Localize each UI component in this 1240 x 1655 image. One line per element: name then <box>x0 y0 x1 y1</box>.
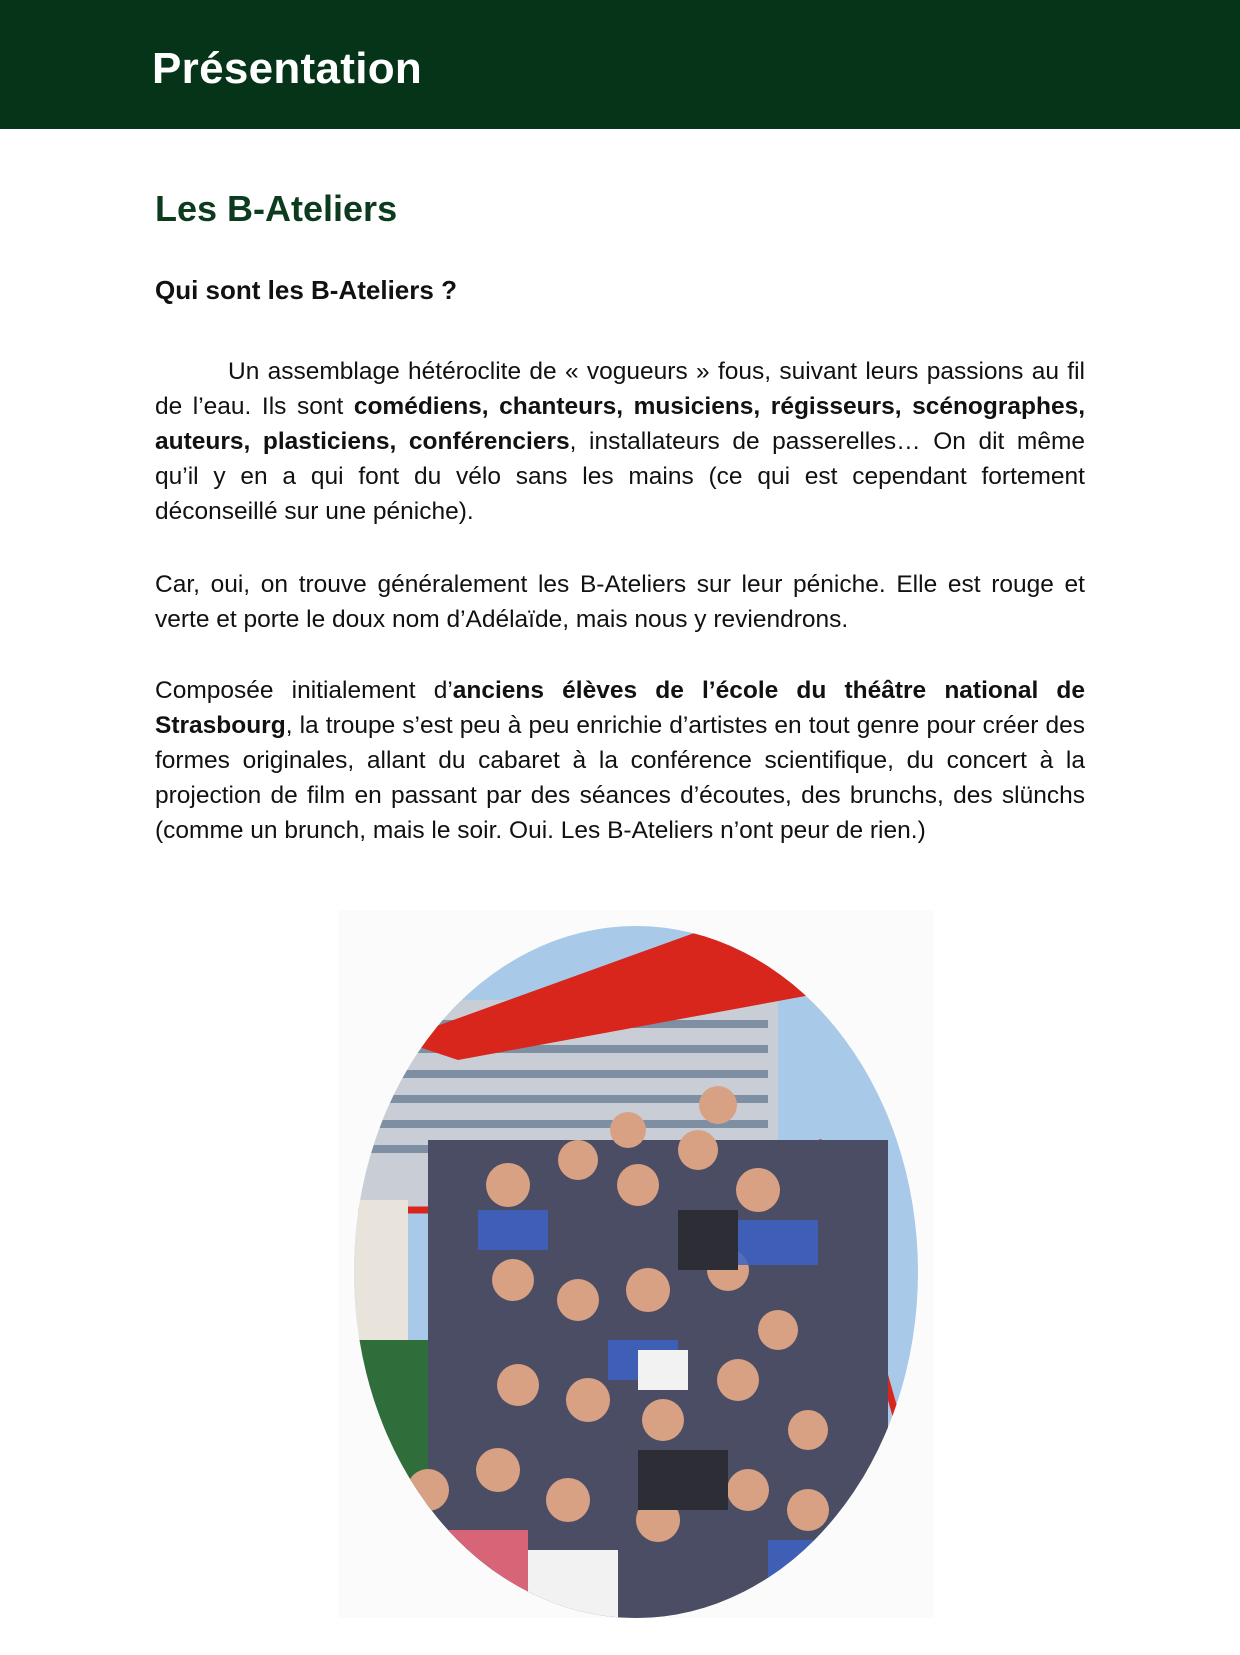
paragraph-1-text-a: Un assemblage hétéroclite de « vogueurs » fous, suivant leurs passions au fil de l’eau. Ils sont <box>155 358 1085 420</box>
paragraph-1 <box>155 354 1085 529</box>
paragraph-3-bold: anciens élèves de l’école du théâtre national de Strasbourg <box>155 677 1085 739</box>
paragraph-2 <box>155 567 1085 637</box>
troupe-photo <box>338 910 934 1618</box>
subsection-title: Qui sont les B-Ateliers ? <box>155 275 457 305</box>
paragraph-3 <box>155 673 1085 848</box>
paragraph-2-text: Car, oui, on trouve généralement les B-Ateliers sur leur péniche. Elle est rouge et verte et porte le doux nom d’Adélaïde, mais nous y reviendrons. <box>155 571 1085 633</box>
section-title: Les B-Ateliers <box>155 188 398 229</box>
page-title: Présentation <box>152 44 423 93</box>
troupe-photo-illustration <box>338 910 934 1618</box>
paragraph-1-text-b: , installateurs de passerelles… On dit même qu’il y en a qui font du vélo sans les mains (ce qui est cependant fortement déconseillé sur une péniche). <box>155 428 1085 525</box>
paragraph-3-text-b: , la troupe s’est peu à peu enrichie d’artistes en tout genre pour créer des formes originales, allant du cabaret à la conférence scientifique, du concert à la projection de film en passant par des séances d’écoutes, des brunchs, des slünchs (comme un brunch, mais le soir. Oui. Les B-Ateliers n’ont peur de rien.) <box>155 712 1085 844</box>
paragraph-1-bold: comédiens, chanteurs, musiciens, régisseurs, scénographes, auteurs, plasticiens, conférenciers <box>155 393 1085 455</box>
paragraph-3-text-a: Composée initialement d’ <box>155 677 453 704</box>
